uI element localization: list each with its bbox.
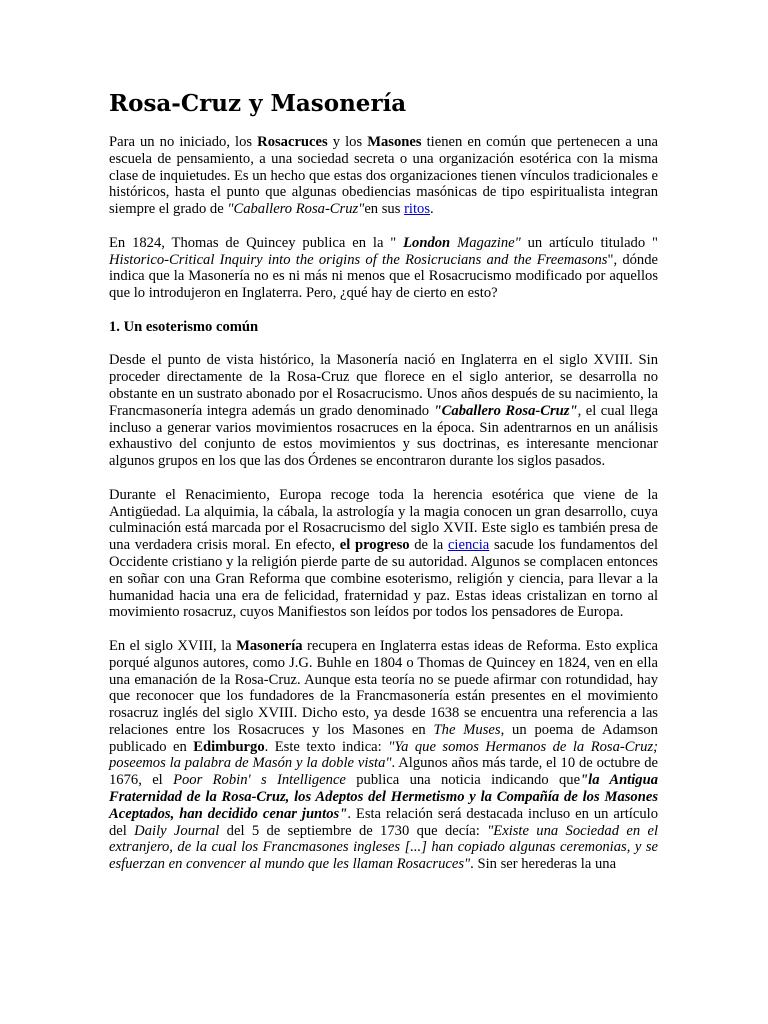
document-body [109,134,658,873]
text-run: Para un no iniciado, los [109,134,258,150]
italic-daily-journal: Daily Journal [134,822,220,839]
italic-the-muses: The Muses [433,721,501,738]
text-run: , un poema de Adamson publicado en [109,721,658,755]
text-run: ", dónde indica que la Masonería no es ni más ni menos que el Rosacrucismo modificado por aquellos que lo introdujeron en Inglaterra. Pero, ¿qué hay de cierto en esto? [109,251,659,302]
link-ciencia[interactable]: ciencia [447,537,490,554]
text-run: del 5 de septiembre de 1730 que decía: [219,822,488,839]
paragraph-renacimiento [109,487,658,621]
italic-quote: "Caballero Rosa-Cruz" [227,201,365,218]
bold-italic-london: London [403,234,451,251]
text-run: un artículo titulado " [520,234,658,251]
text-run: Desde el punto de vista histórico, la Masonería nació en Inglaterra en el siglo XVIII. Sin proceder directamente de la Rosa-Cruz que florece en el siglo anterior, se desarrolla no obstante en un sustrato abonado por el Rosacrucismo. Unos años después de su nacimiento, la Francmasonería integra además un grado denominado [109,352,658,419]
paragraph-siglo-xviii [109,638,658,873]
document-title: Rosa-Cruz y Masonería [109,90,407,117]
italic-poor-robin: Poor Robin' s Intelligence [173,772,346,789]
text-run: y los [327,134,368,150]
bold-term-edimburgo: Edimburgo [193,738,265,755]
paragraph-intro [109,134,658,218]
text-run: . Esta relación será destacada incluso en un artículo del [109,805,658,839]
text-run: En el siglo XVIII, la [109,637,237,654]
bold-term-masoneria: Masonería [236,637,303,654]
paragraph-history [109,352,658,470]
text-run: sacude los fundamentos del Occidente cristiano y la religión pierde parte de su autoridad. Algunos se complacen entonces en soñar con una Gran Reforma que combine esoterismo, religión y ciencia, para llevar a la humanidad hacia una era de felicidad, fraternidad y paz. Estas ideas cristalizan en torno al movimiento rosacruz, cuyos Manifiestos son leídos por todos los pensadores de Europa. [109,537,658,621]
text-run: , el cual llega incluso a generar varios movimientos rosacruces en la época. Sin adentrarnos en un análisis exhaustivo del conjunto de estos movimientos y sus doctrinas, es interesante mencionar algunos grupos en los que las dos Órdenes se encontraron durante los siglos pasados. [109,402,658,470]
link-ritos[interactable]: ritos [404,201,431,218]
bold-term-rosacruces: Rosacruces [257,134,328,150]
bold-term-progreso: el progreso [339,537,410,554]
text-run: tienen en común que pertenecen a una escuela de pensamiento, a una sociedad secreta o una organización esotérica con la misma clase de inquietudes. Es un hecho que estas dos organizaciones tienen vínculos tradicionales e históricos, hasta el punto que algunas obediencias masónicas de tipo espiritualista integran siempre el grado de [109,134,658,218]
text-run: de la [409,537,448,554]
italic-quote-sociedad: "Existe una Sociedad en el extranjero, de la cual los Francmasones ingleses [...] han copiado algunas ceremonias, y se esfuerzan en convencer al mundo que les llaman Rosacruces" [109,822,658,873]
text-run: en sus [364,201,405,218]
italic-magazine: Magazine" [450,234,521,251]
text-run: . [430,201,434,218]
text-run: publica una noticia indicando que [345,772,581,789]
bold-italic-grado: "Caballero Rosa-Cruz" [433,402,578,419]
text-run: . Sin ser herederas la una [470,856,617,873]
italic-quote-adamson: "Ya que somos Hermanos de la Rosa-Cruz; poseemos la palabra de Masón y la doble vista" [109,738,658,772]
text-run: . Este texto indica: [264,738,389,755]
bold-italic-quote-fraternidad: "la Antigua Fraternidad de la Rosa-Cruz, los Adeptos del Hermetismo y la Compañía de los Masones Aceptados, han decidido cenar juntos" [109,772,659,822]
text-run: En 1824, Thomas de Quincey publica en la " [109,234,404,251]
bold-term-masones: Masones [367,134,422,150]
section-heading: 1. Un esoterismo común [109,318,259,335]
text-run: Durante el Renacimiento, Europa recoge toda la herencia esotérica que viene de la Antigüedad. La alquimia, la cábala, la astrología y la magia conocen un gran desarrollo, cuya culminación está marcada por el Rosacrucismo del siglo XVII. Este siglo es también presa de una verdadera crisis moral. En efecto, [109,486,658,554]
text-run: recupera en Inglaterra estas ideas de Reforma. Esto explica porqué algunos autores, como J.G. Buhle en 1804 o Thomas de Quincey en 1824, ven en ella una emanación de la Rosa-Cruz. Aunque esta teoría no se puede afirmar con rotundidad, hay que reconocer que los fundadores de la Francmasonería están presentes en el movimiento rosacruz inglés del siglo XVIII. Dicho esto, ya desde 1638 se encuentra una referencia a las relaciones entre los Rosacruces y los Masones en [109,637,658,738]
paragraph-quincey [109,235,658,302]
text-run: . Algunos años más tarde, el 10 de octubre de 1676, el [109,755,658,789]
italic-article-title: Historico-Critical Inquiry into the origins of the Rosicrucians and the Freemasons [109,251,608,268]
